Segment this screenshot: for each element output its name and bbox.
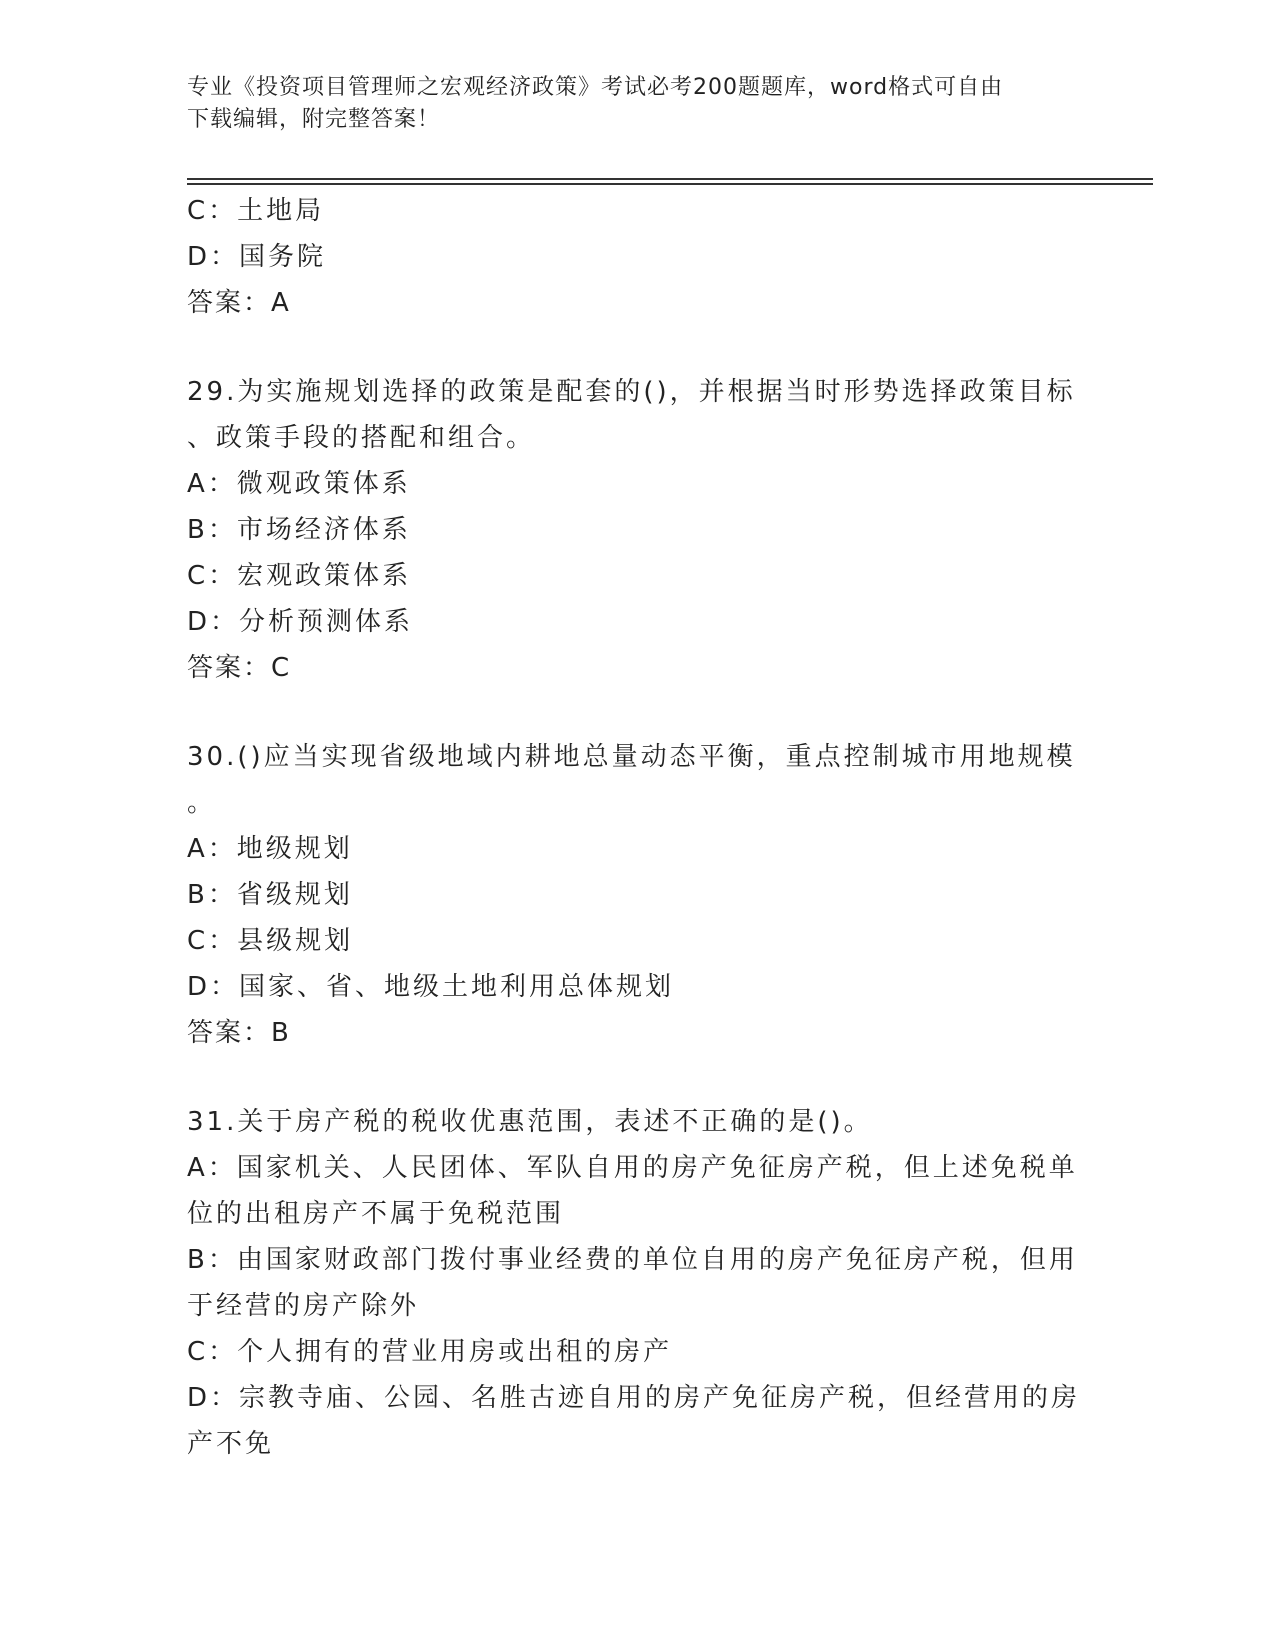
header-rule-bottom xyxy=(187,183,1153,185)
question-stem: 29.为实施规划选择的政策是配套的()，并根据当时形势选择政策目标 xyxy=(187,377,1076,407)
option-d: D：宗教寺庙、公园、名胜古迹自用的房产免征房产税，但经营用的房 xyxy=(187,1383,1081,1413)
question-stem: 31.关于房产税的税收优惠范围，表述不正确的是()。 xyxy=(187,1107,873,1137)
option-a-continued: 位的出租房产不属于免税范围 xyxy=(187,1199,565,1229)
spacer xyxy=(187,1056,1087,1099)
option-a: A：国家机关、人民团体、军队自用的房产免征房产税，但上述免税单 xyxy=(187,1153,1078,1183)
option-a: A：地级规划 xyxy=(187,834,353,864)
option-c: C：土地局 xyxy=(187,196,325,226)
question-29 xyxy=(187,369,1087,691)
option-c: C：县级规划 xyxy=(187,926,354,956)
answer: 答案：A xyxy=(187,288,291,318)
document-header xyxy=(187,72,1067,136)
option-d: D：国务院 xyxy=(187,242,327,272)
question-30 xyxy=(187,734,1087,1056)
header-rule-top xyxy=(187,178,1153,180)
question-28 xyxy=(187,188,1087,326)
question-stem-continued: 。 xyxy=(187,788,217,818)
option-c: C：个人拥有的营业用房或出租的房产 xyxy=(187,1337,673,1367)
question-stem-continued: 、政策手段的搭配和组合。 xyxy=(187,423,536,453)
spacer xyxy=(187,326,1087,369)
question-31 xyxy=(187,1099,1087,1467)
option-b-continued: 于经营的房产除外 xyxy=(187,1291,420,1321)
option-b: B：由国家财政部门拨付事业经费的单位自用的房产免征房产税，但用 xyxy=(187,1245,1078,1275)
option-b: B：市场经济体系 xyxy=(187,515,411,545)
question-list xyxy=(187,188,1087,1467)
answer: 答案：C xyxy=(187,653,292,683)
question-stem: 30.()应当实现省级地域内耕地总量动态平衡，重点控制城市用地规模 xyxy=(187,742,1076,772)
option-d: D：国家、省、地级土地利用总体规划 xyxy=(187,972,675,1002)
option-d: D：分析预测体系 xyxy=(187,607,414,637)
header-line-1: 专业《投资项目管理师之宏观经济政策》考试必考200题题库，word格式可自由 xyxy=(187,75,1004,100)
option-a: A：微观政策体系 xyxy=(187,469,411,499)
header-line-2: 下载编辑，附完整答案！ xyxy=(187,107,441,132)
spacer xyxy=(187,691,1087,734)
option-c: C：宏观政策体系 xyxy=(187,561,412,591)
option-b: B：省级规划 xyxy=(187,880,353,910)
answer: 答案：B xyxy=(187,1018,291,1048)
option-d-continued: 产不免 xyxy=(187,1429,275,1459)
